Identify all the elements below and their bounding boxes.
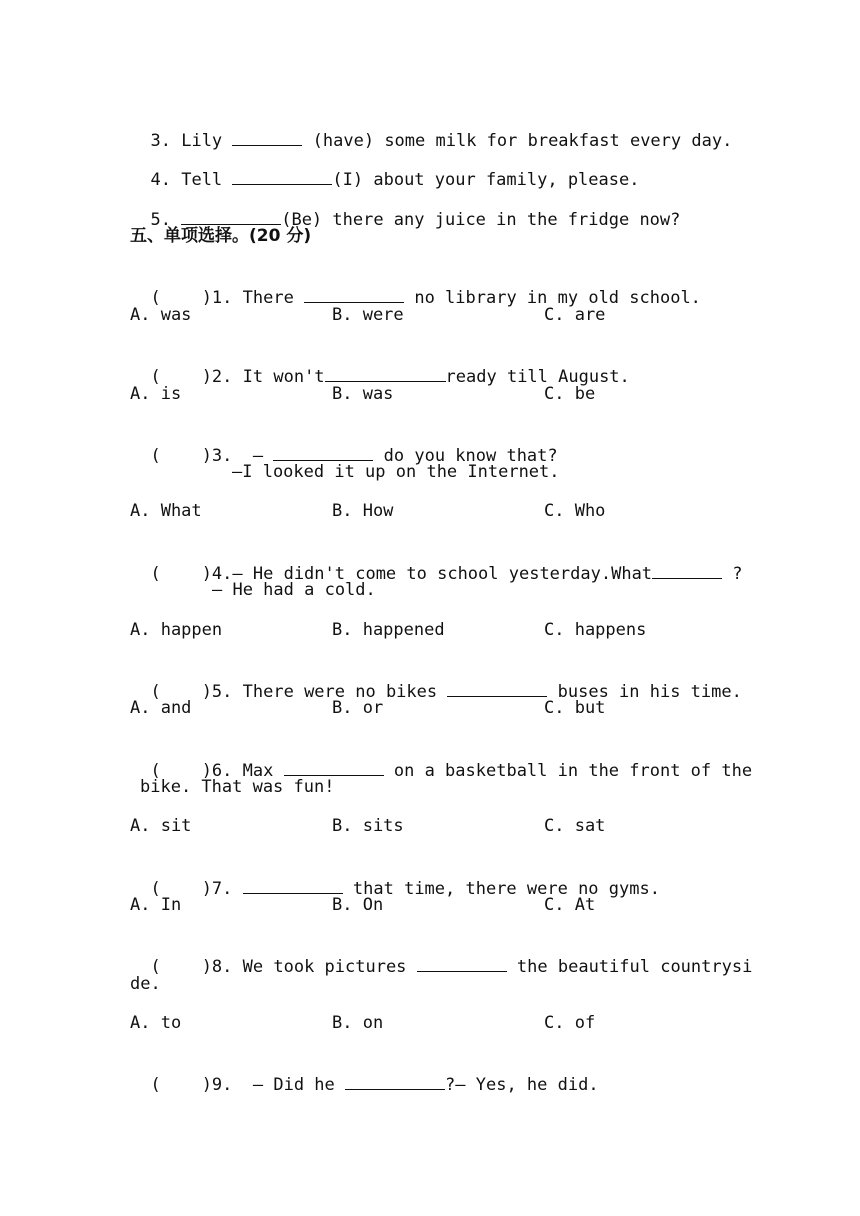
question-1: ( )1. There no library in my old school. [150,288,701,308]
question-4-reply: — He had a cold. [212,580,376,600]
question-3: ( )3. — do you know that? [150,446,558,466]
question-5: ( )5. There were no bikes buses in his time. [150,682,742,702]
question-9: ( )9. — Did he ?— Yes, he did. [150,1075,599,1095]
answer-blank[interactable] [345,1073,445,1090]
answer-blank[interactable] [273,444,373,461]
answer-blank[interactable] [325,365,446,382]
option-c: C. are [544,305,606,325]
option-a: A. is [130,384,182,404]
option-b: B. On [332,895,384,915]
answer-blank[interactable] [181,208,281,225]
option-a: A. to [130,1013,182,1033]
answer-blank[interactable] [417,955,507,972]
option-a: A. and [130,698,192,718]
option-a: A. happen [130,620,223,640]
question-6: ( )6. Max on a basketball in the front of the [150,761,753,781]
option-a: A. sit [130,816,192,836]
option-c: C. Who [544,501,606,521]
option-c: C. be [544,384,596,404]
option-c: C. sat [544,816,606,836]
question-6-cont: bike. That was fun! [140,777,335,797]
option-b: B. on [332,1013,384,1033]
fill-item-3: 3. Lily (have) some milk for breakfast every day. [150,131,733,151]
option-a: A. What [130,501,202,521]
section-title: 五、单项选择。(20 分) [130,226,312,246]
answer-blank[interactable] [304,286,404,303]
question-7: ( )7. that time, there were no gyms. [150,879,660,899]
option-c: C. but [544,698,606,718]
answer-blank[interactable] [232,168,332,185]
option-a: A. was [130,305,192,325]
option-b: B. happened [332,620,445,640]
item-number: 3. [150,131,171,151]
question-8-cont: de. [130,974,161,994]
answer-blank[interactable] [652,562,722,579]
option-c: C. happens [544,620,647,640]
answer-blank[interactable] [232,129,302,146]
option-b: B. or [332,698,384,718]
option-b: B. How [332,501,394,521]
question-8: ( )8. We took pictures the beautiful countrysi [150,957,753,977]
option-b: B. was [332,384,394,404]
question-2: ( )2. It won't ready till August. [150,367,630,387]
option-c: C. At [544,895,596,915]
option-a: A. In [130,895,182,915]
answer-blank[interactable] [243,877,343,894]
option-c: C. of [544,1013,596,1033]
answer-blank[interactable] [284,759,384,776]
option-b: B. sits [332,816,404,836]
fill-item-4: 4. Tell (I) about your family, please. [150,170,640,190]
answer-blank[interactable] [447,680,547,697]
fill-item-5: 5. (Be) there any juice in the fridge now? [150,210,681,230]
question-4: ( )4.— He didn't come to school yesterday.What ? [150,564,743,584]
question-3-reply: —I looked it up on the Internet. [232,462,560,482]
option-b: B. were [332,305,404,325]
